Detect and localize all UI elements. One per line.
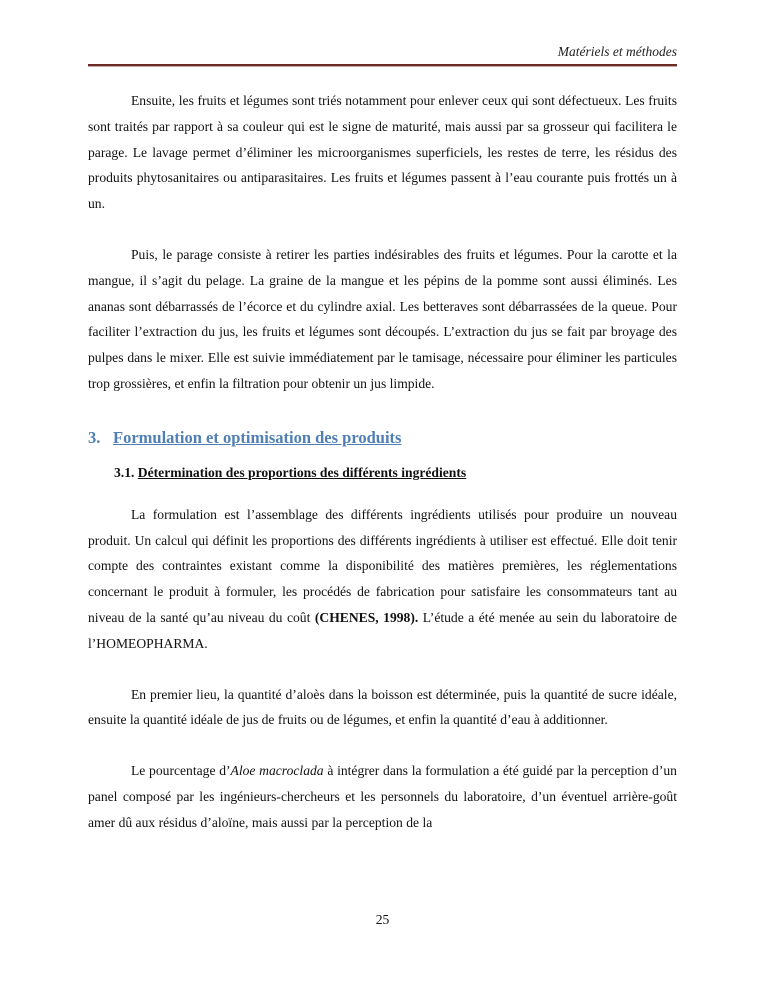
citation: (CHENES, 1998).	[314, 609, 419, 625]
paragraph-order: En premier lieu, la quantité d’aloès dans la boisson est déterminée, puis la quantité de sucre idéale, ensuite la quantité idéale de jus de fruits ou de légumes, et enfin la quantité d’eau à additionner.	[88, 686, 677, 728]
page-body	[88, 88, 677, 836]
subsection-heading	[114, 462, 677, 484]
section-heading	[88, 427, 677, 449]
percentage-text: Le pourcentage d’	[131, 763, 231, 779]
page-number: 25	[375, 912, 390, 927]
percentage-text-end: à intégrer dans la formulation a été guidé par la perception d’un panel composé par les ingénieurs-chercheurs et les personnels du laboratoire, d’un éventuel arrière-goût amer dû aux résidus d’aloïne, mais aussi par la perception de la	[88, 763, 677, 830]
paragraph-formulation	[88, 502, 677, 657]
subsection-number: 3.1.	[114, 464, 135, 480]
section-title: Formulation et optimisation des produits	[113, 427, 402, 447]
formulation-text-end: L’étude a été menée au sein du laboratoire de l’HOMEOPHARMA.	[88, 609, 677, 651]
paragraph-trimming: Puis, le parage consiste à retirer les parties indésirables des fruits et légumes. Pour la carotte et la mangue, il s’agit du pelage. La graine de la mangue et les pépins de la pomme sont aussi éliminés. Les ananas sont débarrassés de l’écorce et du cylindre axial. Les betteraves sont débarrassées de la queue. Pour faciliter l’extraction du jus, les fruits et légumes sont découpés. L’extraction du jus se fait par broyage des pulpes dans le mixer. Elle est suivie immédiatement par le tamisage, nécessaire pour éliminer les particules trop grossières, et enfin la filtration pour obtenir un jus limpide.	[88, 246, 677, 391]
species-name: Aloe macroclada	[230, 763, 324, 779]
header-rule	[88, 64, 677, 67]
running-header: Matériels et méthodes	[557, 44, 677, 59]
paragraph-percentage	[88, 758, 677, 835]
paragraph-sorting: Ensuite, les fruits et légumes sont triés notamment pour enlever ceux qui sont défectueux. Les fruits sont traités par rapport à sa couleur qui est le signe de maturité, mais aussi par sa grosseur qui facilitera le parage. Le lavage permet d’éliminer les microorganismes superficiels, les restes de terre, les résidus des produits phytosanitaires ou antiparasitaires. Les fruits et légumes passent à l’eau courante puis frottés un à un.	[88, 93, 677, 212]
formulation-text: La formulation est l’assemblage des différents ingrédients utilisés pour produire un nouveau produit. Un calcul qui définit les proportions des différents ingrédients à utiliser est effectué. Elle doit tenir compte des contraintes existant comme la disponibilité des matières premières, les réglementations concernant le produit à formuler, les procédés de fabrication pour satisfaire les consommateurs tant au niveau de la santé qu’au niveau du coût	[88, 506, 677, 625]
section-number: 3.	[88, 427, 101, 447]
subsection-title: Détermination des proportions des différents ingrédients	[137, 464, 467, 480]
